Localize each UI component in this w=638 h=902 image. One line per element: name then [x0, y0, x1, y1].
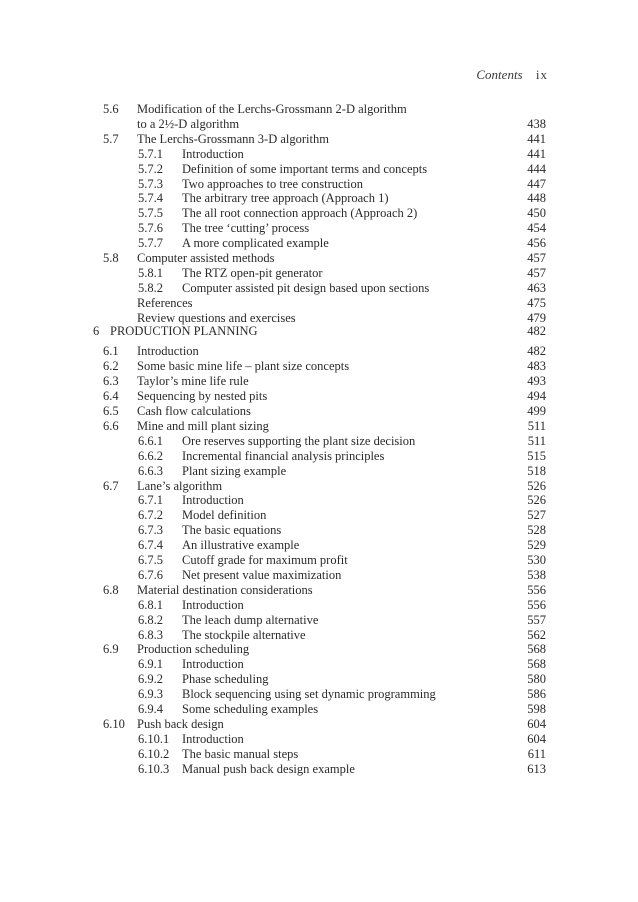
- toc-entry-page: 475: [527, 295, 546, 310]
- header-page-number: ix: [535, 67, 548, 82]
- toc-entry-number: 5.7.6: [138, 221, 163, 236]
- toc-entry-page: 493: [527, 374, 546, 389]
- toc-entry-title: An illustrative example: [182, 538, 300, 553]
- toc-section-row: [0, 716, 638, 732]
- toc-entry-page: 598: [527, 702, 546, 716]
- toc-entry-title: Cash flow calculations: [137, 404, 251, 418]
- toc-entry-title: The all root connection approach (Approach 2): [182, 206, 418, 221]
- toc-subsection-row: [0, 612, 638, 628]
- toc-entry-number: 5.7.5: [138, 206, 163, 221]
- toc-entry-title: Introduction: [182, 146, 244, 161]
- toc-entry-number: 6.9.3: [138, 687, 163, 702]
- toc-entry-page: 613: [527, 761, 546, 776]
- toc-entry-title: The tree ‘cutting’ process: [182, 221, 310, 236]
- toc-entry-page: 511: [527, 433, 546, 448]
- toc-section-row: [0, 358, 638, 374]
- toc-subsection-row: [0, 205, 638, 221]
- toc-entry-title: The stockpile alternative: [182, 627, 306, 642]
- toc-entry-number: 5.7.4: [138, 191, 163, 206]
- toc-entry-title: Computer assisted methods: [137, 251, 275, 265]
- toc-section-row: [0, 373, 638, 389]
- toc-entry-title: Phase scheduling: [182, 672, 269, 687]
- toc-entry-number: 6.1: [103, 344, 119, 359]
- toc-entry-title: Ore reserves supporting the plant size decision: [182, 433, 416, 448]
- toc-entry-page: 515: [527, 448, 546, 463]
- toc-entry-title: The basic manual steps: [182, 746, 299, 761]
- toc-entry-page: 604: [527, 716, 546, 731]
- toc-entry-page: 438: [527, 116, 546, 131]
- toc-entry-title: References: [137, 295, 193, 310]
- toc-subsection-row: [0, 146, 638, 162]
- toc-entry-page: 530: [527, 553, 546, 567]
- chapter-page: 482: [527, 323, 546, 338]
- toc-entry-title: Two approaches to tree construction: [182, 176, 364, 191]
- toc-subsection-row: [0, 190, 638, 206]
- toc-section-row: [0, 101, 638, 117]
- toc-subsection-row: [0, 656, 638, 672]
- toc-entry-title: Cutoff grade for maximum profit: [182, 553, 348, 567]
- toc-entry-title: Modification of the Lerchs-Grossmann 2-D algorithm: [137, 102, 407, 116]
- toc-entry-number: 6.8.3: [138, 627, 163, 642]
- toc-section-row: [0, 418, 638, 434]
- toc-entry-title: The arbitrary tree approach (Approach 1): [182, 191, 389, 206]
- toc-entry-number: 5.7.3: [138, 176, 163, 191]
- toc-section-row: [0, 343, 638, 359]
- toc-entry-title: A more complicated example: [182, 236, 329, 251]
- toc-entry-number: 5.8.1: [138, 265, 163, 280]
- toc-entry-title: The leach dump alternative: [182, 612, 319, 627]
- toc-entry-page: 479: [527, 310, 546, 325]
- toc-entry-number: 6.7.5: [138, 553, 163, 567]
- toc-subsection-row: [0, 627, 638, 643]
- toc-entry-number: 6.2: [103, 359, 119, 374]
- toc-entry-title: Definition of some important terms and concepts: [182, 161, 428, 176]
- toc-entry-number: 6.6.3: [138, 463, 163, 478]
- toc-entry-page: 611: [527, 746, 546, 761]
- toc-entry-number: 6.9.4: [138, 702, 163, 716]
- toc-entry-page: 463: [527, 280, 546, 295]
- toc-entry-page: 444: [527, 161, 546, 176]
- toc-entry-page: 527: [527, 508, 546, 523]
- toc-entry-title: Model definition: [182, 508, 267, 523]
- toc-section-row: [0, 403, 638, 419]
- toc-entry-page: 526: [527, 493, 546, 508]
- toc-entry-number: 6.9: [103, 642, 119, 657]
- toc-entry-title: Material destination considerations: [137, 582, 313, 597]
- toc-section-row: [0, 310, 638, 326]
- toc-entry-page: 441: [527, 131, 546, 146]
- toc-entry-page: 538: [527, 567, 546, 582]
- toc-subsection-row: [0, 492, 638, 508]
- toc-subsection-row: [0, 265, 638, 281]
- toc-entry-title: Lane’s algorithm: [137, 478, 223, 493]
- toc-subsection-row: [0, 161, 638, 177]
- toc-entry-page: 568: [527, 657, 546, 672]
- toc-entry-page: 586: [527, 687, 546, 702]
- toc-entry-title: Manual push back design example: [182, 761, 355, 776]
- toc-entry-page: 529: [527, 538, 546, 553]
- toc-entry-title: Review questions and exercises: [137, 310, 296, 325]
- toc-entry-title: Introduction: [182, 597, 244, 612]
- toc-entry-number: 6.7.3: [138, 523, 163, 538]
- toc-entry-page: 494: [527, 389, 546, 404]
- toc-entry-number: 6.8.2: [138, 612, 163, 627]
- toc-subsection-row: [0, 220, 638, 236]
- toc-entry-number: 5.8: [103, 251, 119, 265]
- toc-section-row: [0, 388, 638, 404]
- toc-entry-page: 511: [527, 418, 546, 433]
- toc-subsection-row: [0, 507, 638, 523]
- toc-entry-title: to a 2½-D algorithm: [137, 116, 240, 131]
- toc-entry-number: 6.4: [103, 389, 119, 404]
- toc-entry-number: 5.8.2: [138, 280, 163, 295]
- toc-entry-number: 6.5: [103, 404, 119, 418]
- toc-entry-number: 6.7.2: [138, 508, 163, 523]
- header-title: Contents: [476, 67, 523, 82]
- toc-section-row: [0, 116, 638, 132]
- toc-entry-title: Sequencing by nested pits: [137, 389, 268, 404]
- toc-entry-title: Taylor’s mine life rule: [137, 374, 249, 389]
- toc-entry-number: 5.7: [103, 131, 119, 146]
- toc-entry-title: Mine and mill plant sizing: [137, 418, 269, 433]
- toc-entry-page: 499: [527, 404, 546, 418]
- toc-entry-page: 556: [527, 582, 546, 597]
- toc-entry-number: 5.7.1: [138, 146, 163, 161]
- toc-entry-page: 483: [527, 359, 546, 374]
- toc-entry-title: Net present value maximization: [182, 567, 342, 582]
- chapter-number: 6: [93, 323, 100, 338]
- toc-entry-page: 447: [527, 176, 546, 191]
- toc-entry-number: 6.10.1: [138, 731, 170, 746]
- toc-entry-number: 6.7.1: [138, 493, 163, 508]
- toc-entry-number: 5.7.2: [138, 161, 163, 176]
- toc-subsection-row: [0, 731, 638, 747]
- toc-entry-page: 526: [527, 478, 546, 493]
- toc-entry-page: 568: [527, 642, 546, 657]
- toc-entry-number: 6.8: [103, 582, 119, 597]
- toc-subsection-row: [0, 567, 638, 583]
- toc-subsection-row: [0, 537, 638, 553]
- toc-subsection-row: [0, 597, 638, 613]
- toc-entry-page: 518: [527, 463, 546, 478]
- toc-entry-number: 6.7.6: [138, 567, 163, 582]
- toc-section-row: [0, 131, 638, 147]
- toc-entry-number: 6.6.2: [138, 448, 163, 463]
- toc-entry-number: 6.9.2: [138, 672, 163, 687]
- toc-entry-number: 6.6.1: [138, 433, 163, 448]
- toc-entry-number: 6.3: [103, 374, 119, 389]
- toc-entry-page: 457: [527, 265, 546, 280]
- toc-subsection-row: [0, 463, 638, 479]
- toc-entry-title: Introduction: [182, 493, 244, 508]
- chapter-title: PRODUCTION PLANNING: [110, 323, 258, 338]
- toc-section-row: [0, 641, 638, 657]
- toc-entry-page: 562: [527, 627, 546, 642]
- toc-subsection-row: [0, 448, 638, 464]
- toc-entry-number: 6.7: [103, 478, 119, 493]
- toc-entry-page: 557: [527, 612, 546, 627]
- toc-entry-number: 6.10: [103, 716, 125, 731]
- toc-entry-page: 457: [527, 251, 546, 265]
- toc-entry-number: 6.7.4: [138, 538, 163, 553]
- toc-entry-number: 5.7.7: [138, 236, 163, 251]
- toc-entry-title: The basic equations: [182, 523, 282, 538]
- toc-entry-number: 5.6: [103, 102, 119, 116]
- running-header: [476, 67, 548, 83]
- toc-entry-page: 448: [527, 191, 546, 206]
- toc-entry-title: Block sequencing using set dynamic programming: [182, 687, 436, 702]
- toc-section-row: [0, 478, 638, 494]
- toc-entry-title: Computer assisted pit design based upon sections: [182, 280, 430, 295]
- toc-subsection-row: [0, 671, 638, 687]
- toc-section-row: [0, 295, 638, 311]
- toc-subsection-row: [0, 280, 638, 296]
- toc-entry-number: 6.8.1: [138, 597, 163, 612]
- toc-entry-page: 454: [527, 221, 546, 236]
- toc-entry-title: Introduction: [137, 344, 199, 359]
- toc-entry-title: Some scheduling examples: [182, 702, 319, 716]
- toc-subsection-row: [0, 522, 638, 538]
- toc-entry-number: 6.10.2: [138, 746, 170, 761]
- toc-entry-number: 6.10.3: [138, 761, 170, 776]
- toc-entry-number: 6.9.1: [138, 657, 163, 672]
- toc-entry-title: The RTZ open-pit generator: [182, 265, 323, 280]
- toc-subsection-row: [0, 552, 638, 568]
- toc-entry-title: Plant sizing example: [182, 463, 287, 478]
- toc-subsection-row: [0, 176, 638, 192]
- toc-subsection-row: [0, 746, 638, 762]
- toc-entry-number: 6.6: [103, 418, 119, 433]
- toc-entry-title: Push back design: [137, 716, 224, 731]
- toc-section-row: [0, 250, 638, 266]
- toc-subsection-row: [0, 686, 638, 702]
- toc-entry-page: 450: [527, 206, 546, 221]
- toc-entry-page: 441: [527, 146, 546, 161]
- toc-entry-page: 604: [527, 731, 546, 746]
- toc-entry-page: 556: [527, 597, 546, 612]
- toc-subsection-row: [0, 433, 638, 449]
- toc-subsection-row: [0, 761, 638, 777]
- toc-entry-page: 456: [527, 236, 546, 251]
- toc-entry-title: Introduction: [182, 731, 244, 746]
- toc-subsection-row: [0, 235, 638, 251]
- toc-entry-title: Incremental financial analysis principles: [182, 448, 385, 463]
- toc-entry-title: Production scheduling: [137, 642, 250, 657]
- toc-entry-page: 482: [527, 344, 546, 359]
- toc-subsection-row: [0, 701, 638, 717]
- toc-entry-title: Introduction: [182, 657, 244, 672]
- toc-section-row: [0, 582, 638, 598]
- toc-entry-title: The Lerchs-Grossmann 3-D algorithm: [137, 131, 329, 146]
- toc-entry-page: 528: [527, 523, 546, 538]
- toc-entry-page: 580: [527, 672, 546, 687]
- toc-entry-title: Some basic mine life – plant size concepts: [137, 359, 350, 374]
